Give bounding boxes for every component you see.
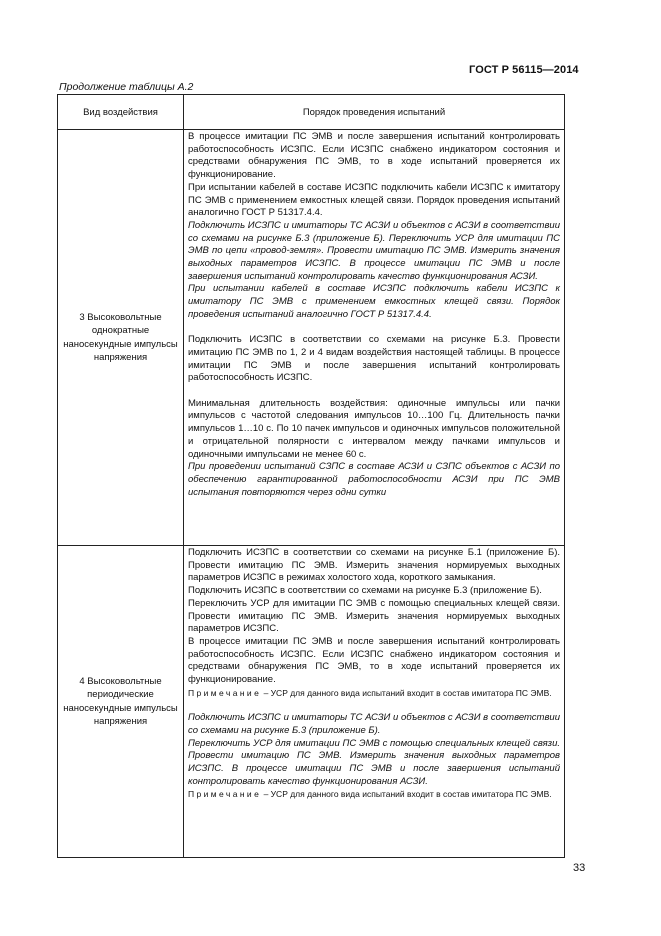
column-header-impact-type: Вид воздействия <box>58 95 184 130</box>
procedure-paragraph: Подключить ИСЗПС и имитаторы ТС АСЗИ и объектов с АСЗИ в соответствии со схемами на рисунке Б.3 (приложение Б). Переключить УСР для имитации ПС ЭМВ по цепи «провод-земля». Провести имитацию ПС ЭМВ. Измерить значения выходных параметров ИСЗПС. В процессе имитации ПС ЭМВ и после завершения испытаний контролировать качество функционирования АСЗИ. <box>188 219 560 282</box>
table-header-row <box>58 95 565 130</box>
procedure-cell <box>184 130 565 546</box>
standard-id: ГОСТ Р 56115—2014 <box>469 64 579 76</box>
procedure-paragraph: В процессе имитации ПС ЭМВ и после завершения испытаний контролировать работоспособность ИСЗПС. Если ИСЗПС снабжено индикатором состояния и средствами обнаружения ПС ЭМВ, то в ходе испытаний проверяется их функционирование. <box>188 131 560 181</box>
procedure-paragraph: При проведении испытаний СЗПС в составе АСЗИ и СЗПС объектов с АСЗИ по обеспечению гарантированной работоспособности АСЗИ при ПС ЭМВ испытания повторяются через одни сутки <box>188 461 560 498</box>
procedure-paragraph: Переключить УСР для имитации ПС ЭМВ с помощью специальных клещей связи. Провести имитацию ПС ЭМВ. Измерить значения выходных параметров ИСЗПС. В процессе имитации ПС ЭМВ и после завершения испытаний контролировать качество функционирования АСЗИ. <box>188 737 560 787</box>
impact-type-cell: 3 Высоковольтные однократные наносекундные импульсы напряжения <box>58 130 184 546</box>
procedure-note <box>188 687 560 700</box>
table-continuation-caption: Продолжение таблицы А.2 <box>59 81 194 93</box>
procedure-paragraph: В процессе имитации ПС ЭМВ и после завершения испытаний контролировать работоспособность ИСЗПС. Если ИСЗПС снабжено индикатором состояния и средствами обнаружения ПС ЭМВ, то в ходе испытаний проверяется их функционирование. <box>188 635 560 686</box>
procedure-cell <box>184 546 565 858</box>
page-number: 33 <box>573 862 586 874</box>
procedure-note <box>188 788 560 801</box>
procedure-paragraph: Переключить УСР для имитации ПС ЭМВ с помощью специальных клещей связи. Провести имитацию ПС ЭМВ. Измерить значения нормируемых выходных параметров ИСЗПС. <box>188 597 560 635</box>
table-row <box>58 546 565 858</box>
procedure-paragraph: При испытании кабелей в составе ИСЗПС подключить кабели ИСЗПС к имитатору ПС ЭМВ с применением емкостных клещей связи. Порядок проведения испытаний аналогично ГОСТ Р 51317.4.4. <box>188 283 560 320</box>
procedure-paragraph: Подключить ИСЗПС в соответствии со схемами на рисунке Б.3 (приложение Б). <box>188 585 542 597</box>
procedure-paragraph: Подключить ИСЗПС и имитаторы ТС АСЗИ и объектов с АСЗИ в соответствии со схемами на рисунке Б.3 (приложение Б). <box>188 712 560 736</box>
procedure-paragraph: Минимальная длительность воздействия: одиночные импульсы или пачки импульсов с частотой следования импульсов 10…100 Гц. Длительность пачки импульсов 1…10 с. По 10 пачек импульсов и одиночных импульсов положительной и отрицательной полярности с интервалом между пачками импульсов и одиночными импульсами не менее 60 с. <box>188 397 560 460</box>
column-header-procedure: Порядок проведения испытаний <box>184 95 565 130</box>
note-text: – УСР для данного вида испытаний входит в состав имитатора ПС ЭМВ. <box>261 687 552 698</box>
note-label: Примечание <box>188 789 262 800</box>
table-row <box>58 130 565 546</box>
procedure-paragraph: Подключить ИСЗПС в соответствии со схемами на рисунке Б.1 (приложение Б). Провести имитацию ПС ЭМВ. Измерить значения нормируемых выходных параметров ИСЗПС в режимах холостого хода, короткого замыкания. <box>188 547 560 584</box>
procedure-paragraph: Подключить ИСЗПС в соответствии со схемами на рисунке Б.3. Провести имитацию ПС ЭМВ по 1, 2 и 4 видам воздействия настоящей таблицы. В процессе имитации ПС ЭМВ и после завершения испытаний контролировать работоспособность ИСЗПС. <box>188 334 560 384</box>
note-label: Примечание <box>188 687 262 698</box>
test-procedure-table <box>57 94 565 858</box>
impact-type-cell: 4 Высоковольтные периодические наносекундные импульсы напряжения <box>58 546 184 858</box>
note-text: – УСР для данного вида испытаний входит в состав имитатора ПС ЭМВ. <box>261 789 552 800</box>
procedure-paragraph: При испытании кабелей в составе ИСЗПС подключить кабели ИСЗПС к имитатору ПС ЭМВ с применением емкостных клещей связи. Порядок проведения испытаний аналогично ГОСТ Р 51317.4.4. <box>188 181 560 219</box>
